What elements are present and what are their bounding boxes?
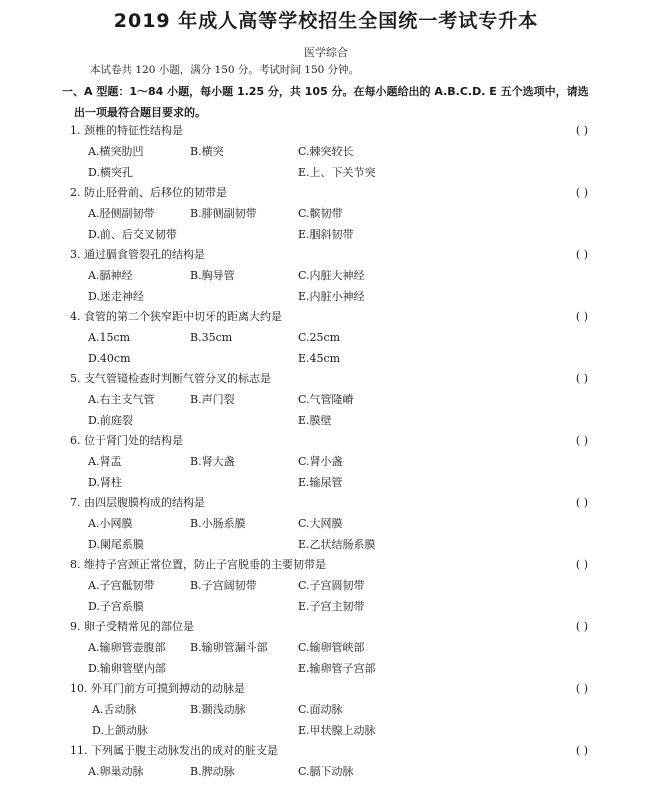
question-9: [70, 617, 590, 679]
option-c[interactable]: C.髌韧带: [298, 207, 343, 220]
option-a[interactable]: A.肾盂: [88, 455, 122, 468]
option-d[interactable]: D.上颌动脉: [92, 724, 148, 737]
option-a[interactable]: A.舌动脉: [92, 703, 137, 716]
option-d[interactable]: D.输卵管壁内部: [88, 662, 166, 675]
question-2: [70, 183, 590, 245]
option-a[interactable]: A.15cm: [88, 331, 131, 344]
answer-blank[interactable]: ( ): [575, 124, 588, 137]
option-a[interactable]: A.小网膜: [88, 517, 133, 530]
option-e[interactable]: E.45cm: [298, 352, 341, 365]
option-c[interactable]: C.内脏大神经: [298, 269, 365, 282]
option-b[interactable]: B.颞浅动脉: [190, 703, 246, 716]
exam-subject: 医学综合: [304, 46, 348, 59]
option-c[interactable]: C.肾小盏: [298, 455, 343, 468]
question-stem: 3. 通过膈食管裂孔的结构是: [70, 248, 205, 261]
answer-blank[interactable]: ( ): [575, 434, 588, 447]
option-c[interactable]: C.25cm: [298, 331, 341, 344]
option-c[interactable]: C.气管隆嵴: [298, 393, 354, 406]
option-e[interactable]: E.腘斜韧带: [298, 228, 354, 241]
option-e[interactable]: E.乙状结肠系膜: [298, 538, 376, 551]
option-b[interactable]: B.35cm: [190, 331, 233, 344]
option-e[interactable]: E.内脏小神经: [298, 290, 365, 303]
question-8: [70, 555, 590, 617]
question-5: [70, 369, 590, 431]
option-b[interactable]: B.小肠系膜: [190, 517, 246, 530]
option-a[interactable]: A.卵巢动脉: [88, 765, 144, 778]
question-stem: 1. 颈椎的特征性结构是: [70, 124, 183, 137]
exam-note: 本试卷共 120 小题，满分 150 分。考试时间 150 分钟。: [90, 64, 360, 76]
option-c[interactable]: C.大网膜: [298, 517, 343, 530]
answer-blank[interactable]: ( ): [575, 744, 588, 757]
question-stem: 8. 维持子宫颈正常位置，防止子宫脱垂的主要韧带是: [70, 558, 326, 571]
option-b[interactable]: B.声门裂: [190, 393, 235, 406]
option-d[interactable]: D.横突孔: [88, 166, 133, 179]
option-e[interactable]: E.输卵管子宫部: [298, 662, 376, 675]
option-b[interactable]: B.脾动脉: [190, 765, 235, 778]
exam-title: 2019 年成人高等学校招生全国统一考试专升本: [113, 10, 539, 32]
question-3: [70, 245, 590, 307]
answer-blank[interactable]: ( ): [575, 186, 588, 199]
section-instructions: [62, 81, 592, 123]
option-e[interactable]: E.子宫主韧带: [298, 600, 365, 613]
option-d[interactable]: D.前、后交叉韧带: [88, 228, 177, 241]
option-d[interactable]: D.前庭裂: [88, 414, 133, 427]
question-stem: 6. 位于肾门处的结构是: [70, 434, 183, 447]
question-4: [70, 307, 590, 369]
option-d[interactable]: D.40cm: [88, 352, 131, 365]
question-stem: 7. 由四层腹膜构成的结构是: [70, 496, 205, 509]
question-10: [70, 679, 590, 741]
option-d[interactable]: D.肾柱: [88, 476, 122, 489]
section-line-1: 一、A 型题：1～84 小题，每小题 1.25 分，共 105 分。在每小题给出的 A.B.C.D. E 五个选项中，请选: [62, 85, 589, 98]
option-d[interactable]: D.阑尾系膜: [88, 538, 144, 551]
option-e[interactable]: E.输尿管: [298, 476, 343, 489]
question-6: [70, 431, 590, 493]
question-list: [70, 121, 590, 803]
answer-blank[interactable]: ( ): [575, 310, 588, 323]
option-a[interactable]: A.胫侧副韧带: [88, 207, 155, 220]
answer-blank[interactable]: ( ): [575, 558, 588, 571]
answer-blank[interactable]: ( ): [575, 496, 588, 509]
option-e[interactable]: E.上、下关节突: [298, 166, 376, 179]
answer-blank[interactable]: ( ): [575, 372, 588, 385]
question-stem: 5. 支气管镜检查时判断气管分叉的标志是: [70, 372, 271, 385]
option-b[interactable]: B.胸导管: [190, 269, 235, 282]
option-a[interactable]: A.子宫骶韧带: [88, 579, 155, 592]
question-stem: 11. 下列属于腹主动脉发出的成对的脏支是: [70, 744, 278, 757]
option-a[interactable]: A.膈神经: [88, 269, 133, 282]
option-b[interactable]: B.子宫阔韧带: [190, 579, 257, 592]
option-c[interactable]: C.子宫圆韧带: [298, 579, 365, 592]
option-b[interactable]: B.横突: [190, 145, 224, 158]
option-c[interactable]: C.面动脉: [298, 703, 343, 716]
answer-blank[interactable]: ( ): [575, 248, 588, 261]
option-b[interactable]: B.腓侧副韧带: [190, 207, 257, 220]
option-b[interactable]: B.肾大盏: [190, 455, 235, 468]
question-1: [70, 121, 590, 183]
option-c[interactable]: C.棘突较长: [298, 145, 354, 158]
option-a[interactable]: A.横突肋凹: [88, 145, 144, 158]
option-b[interactable]: B.输卵管漏斗部: [190, 641, 268, 654]
option-d[interactable]: D.迷走神经: [88, 290, 144, 303]
answer-blank[interactable]: ( ): [575, 682, 588, 695]
question-stem: 2. 防止胫骨前、后移位的韧带是: [70, 186, 227, 199]
question-11: [70, 741, 590, 803]
answer-blank[interactable]: ( ): [575, 620, 588, 633]
option-d[interactable]: D.子宫系膜: [88, 600, 144, 613]
option-a[interactable]: A.右主支气管: [88, 393, 155, 406]
option-c[interactable]: C.膈下动脉: [298, 765, 354, 778]
question-7: [70, 493, 590, 555]
option-c[interactable]: C.输卵管峡部: [298, 641, 365, 654]
option-e[interactable]: E.甲状腺上动脉: [298, 724, 376, 737]
option-a[interactable]: A.输卵管壶腹部: [88, 641, 166, 654]
option-e[interactable]: E.膜壁: [298, 414, 332, 427]
section-line-2: 出一项最符合题目要求的。: [74, 106, 206, 119]
question-stem: 4. 食管的第二个狭窄距中切牙的距离大约是: [70, 310, 282, 323]
question-stem: 9. 卵子受精常见的部位是: [70, 620, 194, 633]
question-stem: 10. 外耳门前方可摸到搏动的动脉是: [70, 682, 245, 695]
